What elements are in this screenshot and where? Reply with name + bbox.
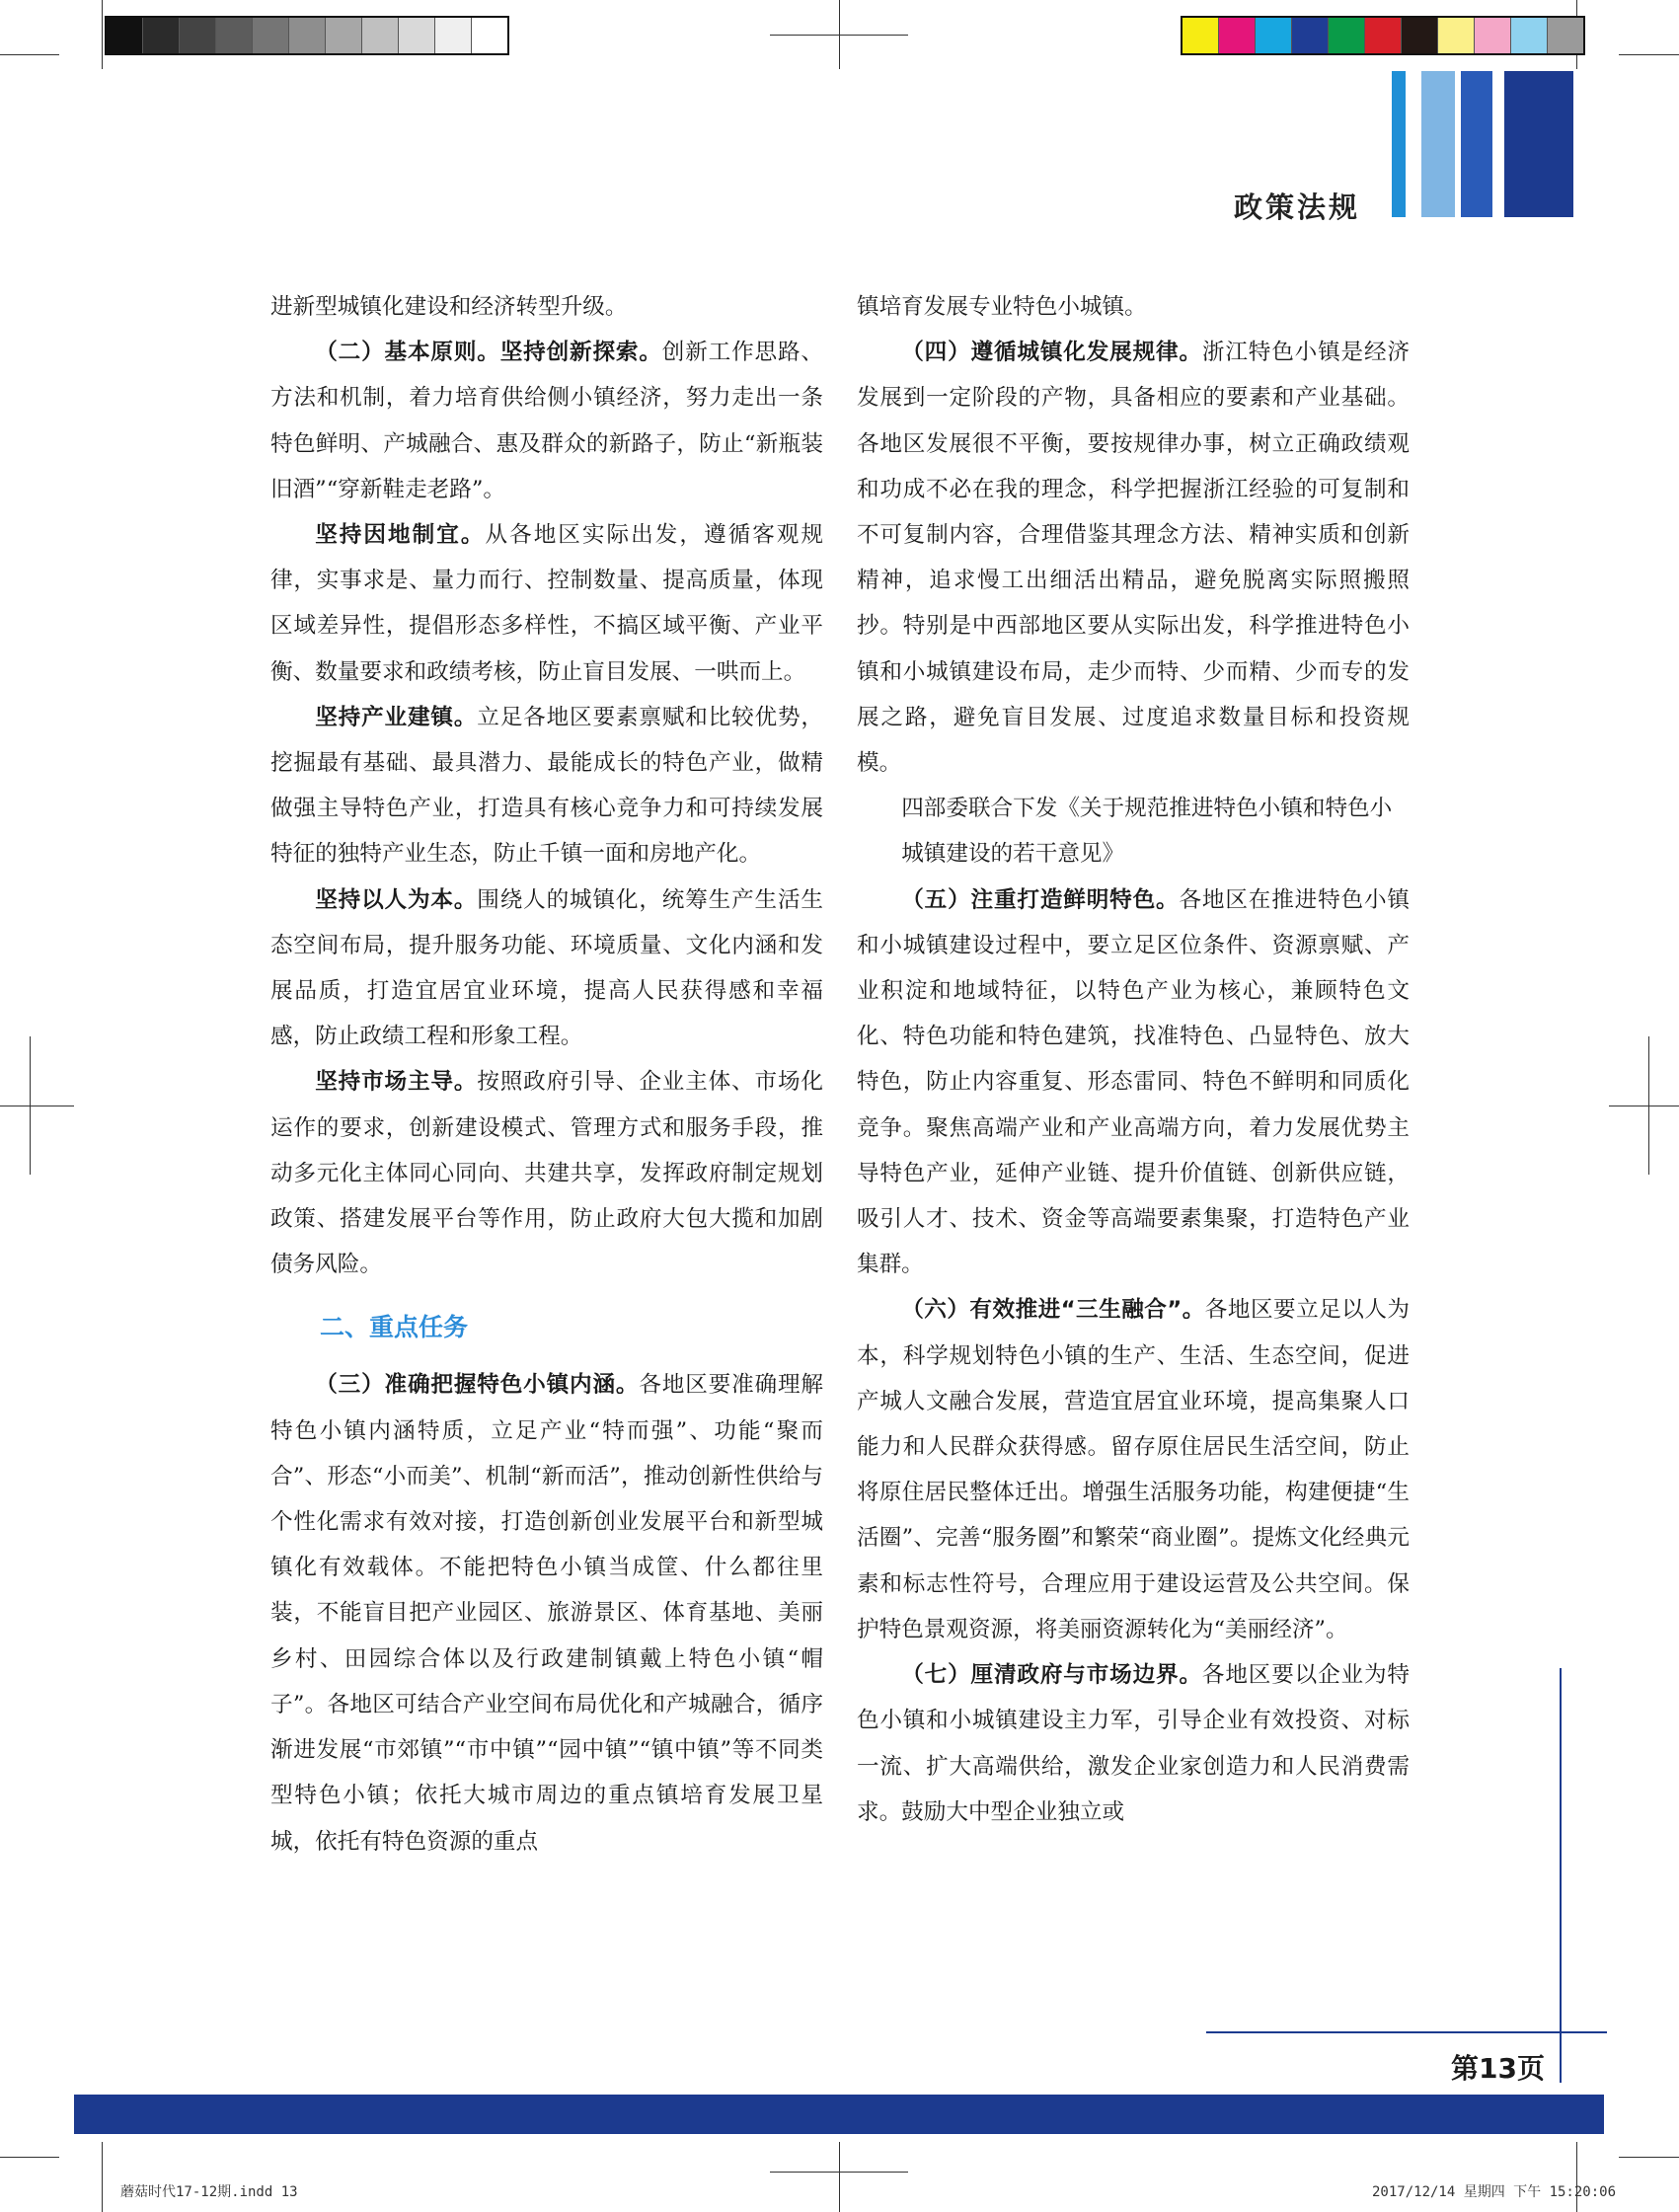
paragraph xyxy=(857,786,1410,877)
color-swatch xyxy=(1329,18,1365,53)
paragraph-lead: 坚持市场主导。 xyxy=(315,1069,478,1096)
paragraph xyxy=(270,695,823,877)
paragraph xyxy=(857,1652,1410,1835)
footer-rule xyxy=(1206,2031,1607,2033)
color-swatch xyxy=(472,18,507,53)
section-heading: 二、重点任务 xyxy=(320,1313,469,1342)
header-decor-bar xyxy=(1421,71,1455,217)
right-column xyxy=(857,284,1410,1835)
paragraph-text: 各地区要立足以人为本，科学规划特色小镇的生产、生活、生态空间，促进产城人文融合发展，营造宜居宜业环境，提高集聚人口能力和人民群众获得感。留存原住居民生活空间，防止将原住居民整体迁出。增强生活服务功能，构建便捷“生活圈”、完善“服务圈”和繁荣“商业圈”。提炼文化经典元素和标志性符号，合理应用于建设运营及公共空间。保护特色景观资源，将美丽资源转化为“美丽经济”。 xyxy=(857,1297,1411,1642)
color-swatch xyxy=(216,18,253,53)
color-swatch xyxy=(1292,18,1329,53)
footer-band xyxy=(74,2095,1604,2134)
paragraph-lead: （六）有效推进“三生融合”。 xyxy=(901,1297,1205,1324)
left-column xyxy=(270,284,823,1865)
paragraph xyxy=(857,877,1410,1288)
color-swatch xyxy=(1475,18,1511,53)
paragraph-text: 按照政府引导、企业主体、市场化运作的要求，创新建设模式、管理方式和服务手段，推动多元化主体同心同向、共建共享，发挥政府制定规划政策、搭建发展平台等作用，防止政府大包大揽和加剧债务风险。 xyxy=(270,1069,824,1278)
paragraph-text: 创新工作思路、方法和机制，着力培育供给侧小镇经济，努力走出一条特色鲜明、产城融合、惠及群众的新路子，防止“新瓶装旧酒”“穿新鞋走老路”。 xyxy=(270,340,824,502)
page-number: 第13页 xyxy=(1451,2052,1545,2085)
paragraph-lead: （五）注重打造鲜明特色。 xyxy=(901,886,1180,913)
color-swatch xyxy=(1511,18,1548,53)
color-swatch xyxy=(1365,18,1402,53)
paragraph xyxy=(270,877,823,1060)
paragraph-text: 镇培育发展专业特色小城镇。 xyxy=(857,294,1147,320)
grayscale-bar xyxy=(105,16,509,55)
color-swatch xyxy=(1219,18,1256,53)
paragraph-lead: 坚持以人为本。 xyxy=(315,886,478,913)
paragraph xyxy=(857,330,1410,786)
paragraph-text: 进新型城镇化建设和经济转型升级。 xyxy=(270,294,628,320)
slug-file: 蘑菇时代17-12期.indd 13 xyxy=(120,2184,298,2200)
color-swatch xyxy=(107,18,143,53)
paragraph xyxy=(270,1362,823,1864)
color-swatch xyxy=(1256,18,1292,53)
color-swatch xyxy=(399,18,435,53)
color-swatch xyxy=(180,18,216,53)
paragraph-lead: （四）遵循城镇化发展规律。 xyxy=(901,340,1202,366)
paragraph-text: 浙江特色小镇是经济发展到一定阶段的产物，具备相应的要素和产业基础。各地区发展很不平衡，要按规律办事，树立正确政绩观和功成不必在我的理念，科学把握浙江经验的可复制和不可复制内容，合理借鉴其理念方法、精神实质和创新精神，追求慢工出细活出精品，避免脱离实际照搬照抄。特别是中西部地区要从实际出发，科学推进特色小镇和小城镇建设布局，走少而特、少而精、少而专的发展之路，避免盲目发展、过度追求数量目标和投资规模。 xyxy=(857,340,1411,777)
paragraph xyxy=(270,330,823,512)
paragraph-lead: （三）准确把握特色小镇内涵。 xyxy=(315,1372,640,1399)
color-swatch xyxy=(1402,18,1438,53)
color-swatch xyxy=(143,18,180,53)
paragraph-lead: 坚持产业建镇。 xyxy=(315,704,478,730)
paragraph xyxy=(857,284,1410,330)
color-bar xyxy=(1181,16,1585,55)
side-rule xyxy=(1560,1668,1562,2083)
color-swatch xyxy=(253,18,289,53)
paragraph-text: 各地区要以企业为特色小镇和小城镇建设主力军，引导企业有效投资、对标一流、扩大高端供给，激发企业家创造力和人民消费需求。鼓励大中型企业独立或 xyxy=(857,1662,1411,1825)
color-swatch xyxy=(1438,18,1475,53)
color-swatch xyxy=(289,18,326,53)
color-swatch xyxy=(1183,18,1219,53)
paragraph xyxy=(270,284,823,330)
header-decor-bar xyxy=(1504,71,1573,217)
slug-date: 2017/12/14 星期四 下午 15:20:06 xyxy=(1372,2184,1617,2200)
color-swatch xyxy=(435,18,472,53)
paragraph-text: 立足各地区要素禀赋和比较优势，挖掘最有基础、最具潜力、最能成长的特色产业，做精做强主导特色产业，打造具有核心竞争力和可持续发展特征的独特产业生态，防止千镇一面和房地产化。 xyxy=(270,704,824,868)
color-swatch xyxy=(362,18,399,53)
color-swatch xyxy=(326,18,362,53)
paragraph-lead: （七）厘清政府与市场边界。 xyxy=(901,1662,1202,1689)
paragraph-lead: 坚持因地制宜。 xyxy=(315,522,486,549)
paragraph-text: 各地区要准确理解特色小镇内涵特质，立足产业“特而强”、功能“聚而合”、形态“小而美”、机制“新而活”，推动创新性供给与个性化需求有效对接，打造创新创业发展平台和新型城镇化有效载体。不能把特色小镇当成筐、什么都往里装，不能盲目把产业园区、旅游景区、体育基地、美丽乡村、田园综合体以及行政建制镇戴上特色小镇“帽子”。各地区可结合产业空间布局优化和产城融合，循序渐进发展“市郊镇”“市中镇”“园中镇”“镇中镇”等不同类型特色小镇；依托大城市周边的重点镇培育发展卫星城，依托有特色资源的重点 xyxy=(270,1372,824,1855)
paragraph-lead: （二）基本原则。坚持创新探索。 xyxy=(315,340,662,366)
paragraph xyxy=(270,512,823,695)
color-swatch xyxy=(1548,18,1583,53)
header-decor-bar xyxy=(1461,71,1492,217)
paragraph xyxy=(270,1059,823,1287)
paragraph-text: 各地区在推进特色小镇和小城镇建设过程中，要立足区位条件、资源禀赋、产业积淀和地域特征，以特色产业为核心，兼顾特色文化、特色功能和特色建筑，找准特色、凸显特色、放大特色，防止内容重复、形态雷同、特色不鲜明和同质化竞争。聚焦高端产业和产业高端方向，着力发展优势主导特色产业，延伸产业链、提升价值链、创新供应链，吸引人才、技术、资金等高端要素集聚，打造特色产业集群。 xyxy=(857,886,1411,1278)
section-title: 政策法规 xyxy=(1234,191,1361,224)
header-decor-bar xyxy=(1392,71,1406,217)
paragraph-text: 从各地区实际出发，遵循客观规律，实事求是、量力而行、控制数量、提高质量，体现区域差异性，提倡形态多样性，不搞区域平衡、产业平衡、数量要求和政绩考核，防止盲目发展、一哄而上。 xyxy=(270,522,824,685)
paragraph-text: 四部委联合下发《关于规范推进特色小镇和特色小城镇建设的若干意见》 xyxy=(901,796,1393,868)
paragraph xyxy=(857,1287,1410,1652)
paragraph-text: 围绕人的城镇化，统筹生产生活生态空间布局，提升服务功能、环境质量、文化内涵和发展品质，打造宜居宜业环境，提高人民获得感和幸福感，防止政绩工程和形象工程。 xyxy=(270,886,824,1050)
